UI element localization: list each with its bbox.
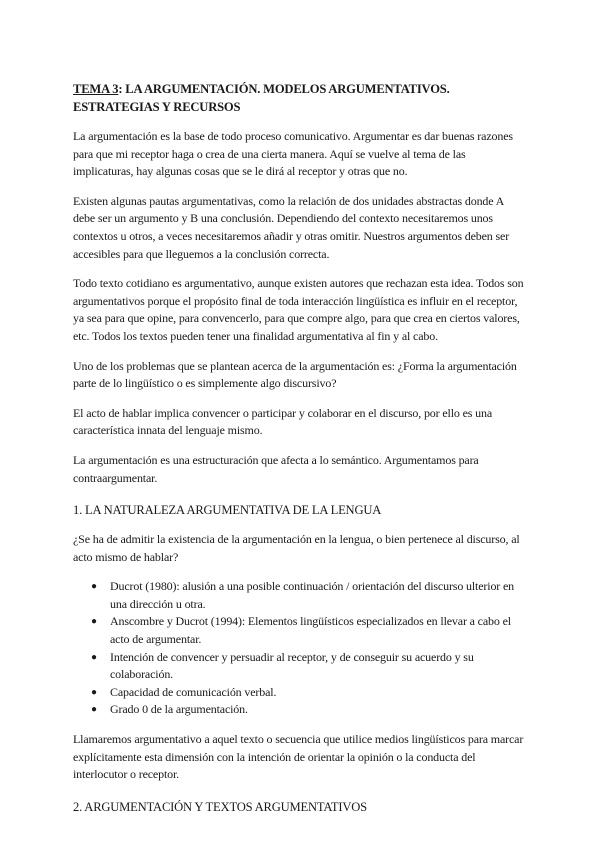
section-1-heading: 1. LA NATURALEZA ARGUMENTATIVA DE LA LENGUA — [73, 503, 382, 518]
section-1-question: ¿Se ha de admitir la existencia de la argumentación en la lengua, o bien pertenece al discurso, al acto mismo de hablar? — [73, 532, 520, 564]
intro-paragraph-4: Uno de los problemas que se plantean acerca de la argumentación es: ¿Forma la argumentación parte de lo lingüístico o es simplemente algo discursivo? — [73, 358, 517, 391]
list-item-text: Anscombre y Ducrot (1994): Elementos lingüísticos especializados en llevar a cabo el acto de argumentar. — [110, 614, 511, 647]
title-label: TEMA 3 — [73, 82, 119, 96]
intro-paragraph-6: La argumentación es una estructuración que afecta a lo semántico. Argumentamos para contraargumentar. — [73, 452, 479, 485]
bullet-icon: ● — [91, 581, 97, 593]
intro-paragraph-3: Todo texto cotidiano es argumentativo, aunque existen autores que rechazan esta idea. Todos son argumentativos porque el propósito final de toda interacción lingüística es influir en el receptor, ya sea para que opine, para convencerlo, para que compre algo, para que crea en ciertos valores, etc. Todos los textos pueden tener una finalidad argumentativa al fin y al cabo. — [73, 276, 524, 343]
list-item-text: Intención de convencer y persuadir al receptor, y de conseguir su acuerdo y su colaboración. — [110, 649, 474, 682]
section-1-closing: Llamaremos argumentativo a aquel texto o secuencia que utilice medios lingüísticos para marcar explícitamente esta dimensión con la intención de orientar la opinión o la conducta del interlocutor o receptor. — [73, 732, 524, 782]
list-item — [91, 649, 528, 684]
title-text: : LA ARGUMENTACIÓN. MODELOS ARGUMENTATIVOS. ESTRATEGIAS Y RECURSOS — [73, 82, 450, 114]
intro-paragraph-2: Existen algunas pautas argumentativas, como la relación de dos unidades abstractas donde A debe ser un argumento y B una conclusión. Dependiendo del contexto necesitaremos unos contextos u otros, a veces necesitaremos añadir y otras omitir. Nuestros argumentos deben ser accesibles para que lleguemos a la conclusión correcta. — [73, 193, 510, 261]
bullet-icon: ● — [91, 704, 97, 716]
list-item-text: Capacidad de comunicación verbal. — [110, 684, 277, 699]
intro-paragraph-5: El acto de hablar implica convencer o participar y colaborar en el discurso, por ello es una característica innata del lenguaje mismo. — [73, 405, 493, 438]
bullet-list — [73, 578, 528, 719]
list-item — [91, 578, 528, 613]
document-title — [73, 80, 528, 116]
list-item-text: Grado 0 de la argumentación. — [110, 702, 248, 717]
list-item — [91, 684, 528, 702]
bullet-icon: ● — [91, 686, 97, 698]
intro-paragraph-1: La argumentación es la base de todo proceso comunicativo. Argumentar es dar buenas razones para que mi receptor haga o crea de una cierta manera. Aquí se vuelve al tema de las implicaturas, hay algunas cosas que se le dirá al receptor y otras que no. — [73, 129, 513, 179]
list-item — [91, 613, 528, 648]
list-item-text: Ducrot (1980): alusión a una posible continuación / orientación del discurso ulterior en una dirección u otra. — [110, 579, 515, 611]
bullet-icon: ● — [91, 616, 97, 628]
bullet-icon: ● — [91, 651, 97, 663]
section-2-heading: 2. ARGUMENTACIÓN Y TEXTOS ARGUMENTATIVOS — [73, 799, 367, 814]
list-item — [91, 701, 528, 719]
